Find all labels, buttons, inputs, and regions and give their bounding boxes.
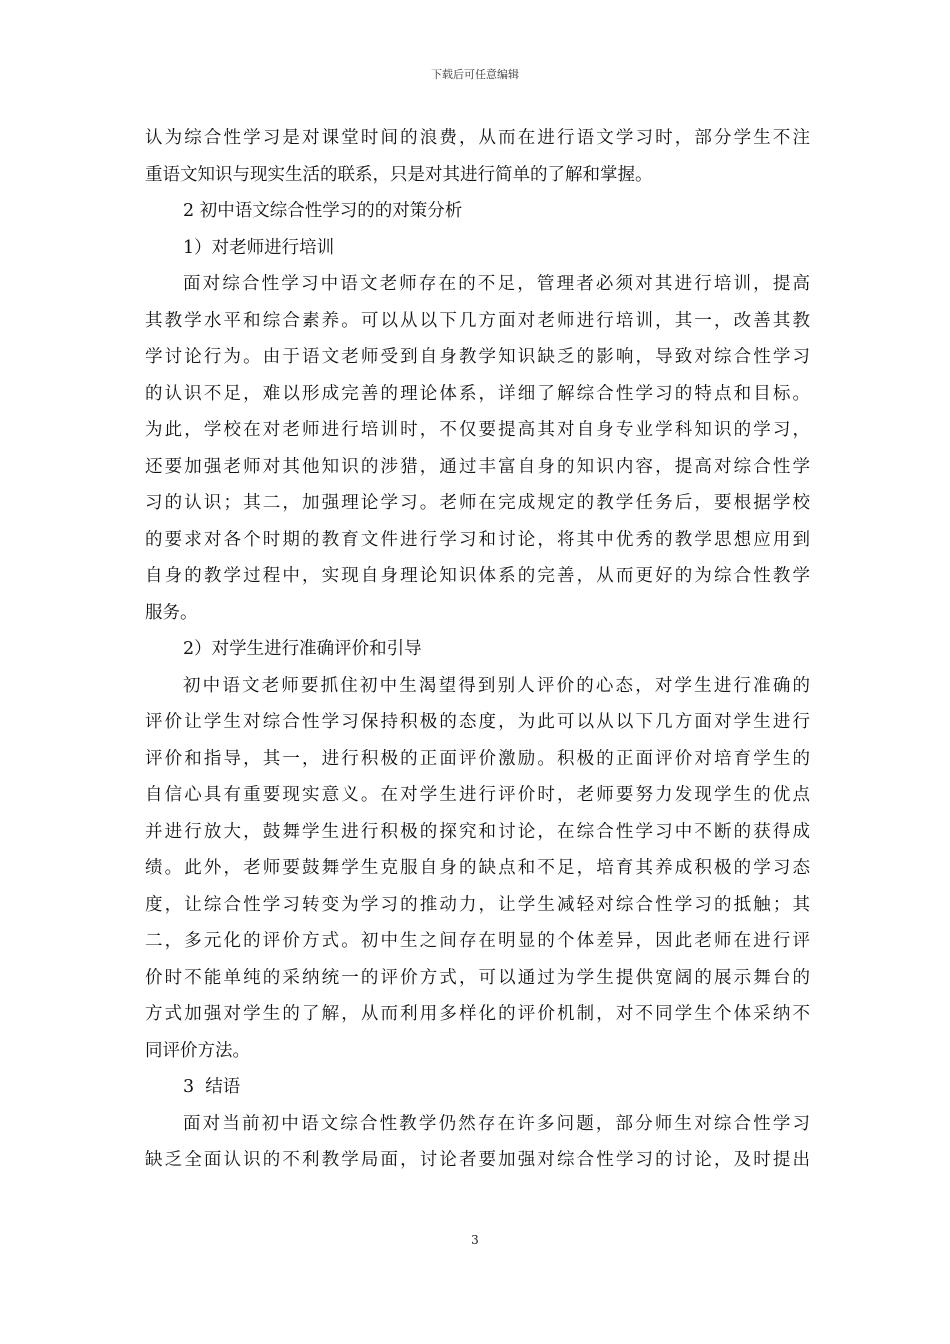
page-header: 下载后可任意编辑	[431, 68, 519, 81]
body-line: 面对当前初中语文综合性教学仍然存在许多问题，部分师生对综合性学习	[183, 1113, 810, 1134]
subsection-heading: 2）对学生进行准确评价和引导	[183, 639, 422, 659]
body-line: 评价和指导，其一，进行积极的正面评价激励。积极的正面评价对培育学生的	[145, 748, 810, 769]
body-line: 同评价方法。	[145, 1040, 250, 1061]
body-line: 为此，学校在对老师进行培训时，不仅要提高其对自身专业学科知识的学习，	[145, 420, 810, 440]
body-line: 学讨论行为。由于语文老师受到自身教学知识缺乏的影响，导致对综合性学习	[145, 347, 810, 367]
body-line: 度，让综合性学习转变为学习的推动力，让学生减轻对综合性学习的抵触；其	[145, 894, 810, 915]
document-body	[145, 120, 810, 1179]
body-line: 的要求对各个时期的教育文件进行学习和讨论，将其中优秀的教学思想应用到	[145, 529, 810, 550]
body-line: 自信心具有重要现实意义。在对学生进行评价时，老师要努力发现学生的优点	[145, 785, 810, 805]
section-heading: 2 初中语文综合性学习的的对策分析	[183, 201, 463, 221]
body-line: 重语文知识与现实生活的联系，只是对其进行简单的了解和掌握。	[145, 164, 653, 185]
body-line: 自身的教学过程中，实现自身理论知识体系的完善，从而更好的为综合性教学	[145, 566, 810, 586]
page-number: 3	[471, 1233, 479, 1247]
body-line: 二，多元化的评价方式。初中生之间存在明显的个体差异，因此老师在进行评	[145, 931, 810, 951]
body-line: 评价让学生对综合性学习保持积极的态度，为此可以从以下几方面对学生进行	[145, 712, 810, 732]
body-line: 绩。此外，老师要鼓舞学生克服自身的缺点和不足，培育其养成积极的学习态	[145, 858, 810, 878]
body-line: 缺乏全面认识的不利教学局面，讨论者要加强对综合性学习的讨论，及时提出	[145, 1150, 810, 1170]
body-line: 认为综合性学习是对课堂时间的浪费，从而在进行语文学习时，部分学生不注	[145, 128, 810, 148]
body-line: 初中语文老师要抓住初中生渴望得到别人评价的心态，对学生进行准确的	[183, 675, 810, 696]
body-line: 服务。	[145, 602, 198, 623]
section-heading: 3 结语	[183, 1077, 241, 1097]
body-line: 面对综合性学习中语文老师存在的不足，管理者必须对其进行培训，提高	[183, 274, 810, 294]
body-line: 并进行放大，鼓舞学生进行积极的探究和讨论，在综合性学习中不断的获得成	[145, 821, 810, 842]
body-line: 其教学水平和综合素养。可以从以下几方面对老师进行培训，其一，改善其教	[145, 310, 810, 331]
body-line: 的认识不足，难以形成完善的理论体系，详细了解综合性学习的特点和目标。	[145, 383, 810, 404]
body-line: 价时不能单纯的采纳统一的评价方式，可以通过为学生提供宽阔的展示舞台的	[145, 967, 810, 988]
body-line: 方式加强对学生的了解，从而利用多样化的评价机制，对不同学生个体采纳不	[145, 1004, 810, 1024]
subsection-heading: 1）对老师进行培训	[183, 237, 335, 258]
body-line: 还要加强老师对其他知识的涉猎，通过丰富自身的知识内容，提高对综合性学	[145, 456, 810, 477]
body-line: 习的认识；其二，加强理论学习。老师在完成规定的教学任务后，要根据学校	[145, 493, 810, 513]
